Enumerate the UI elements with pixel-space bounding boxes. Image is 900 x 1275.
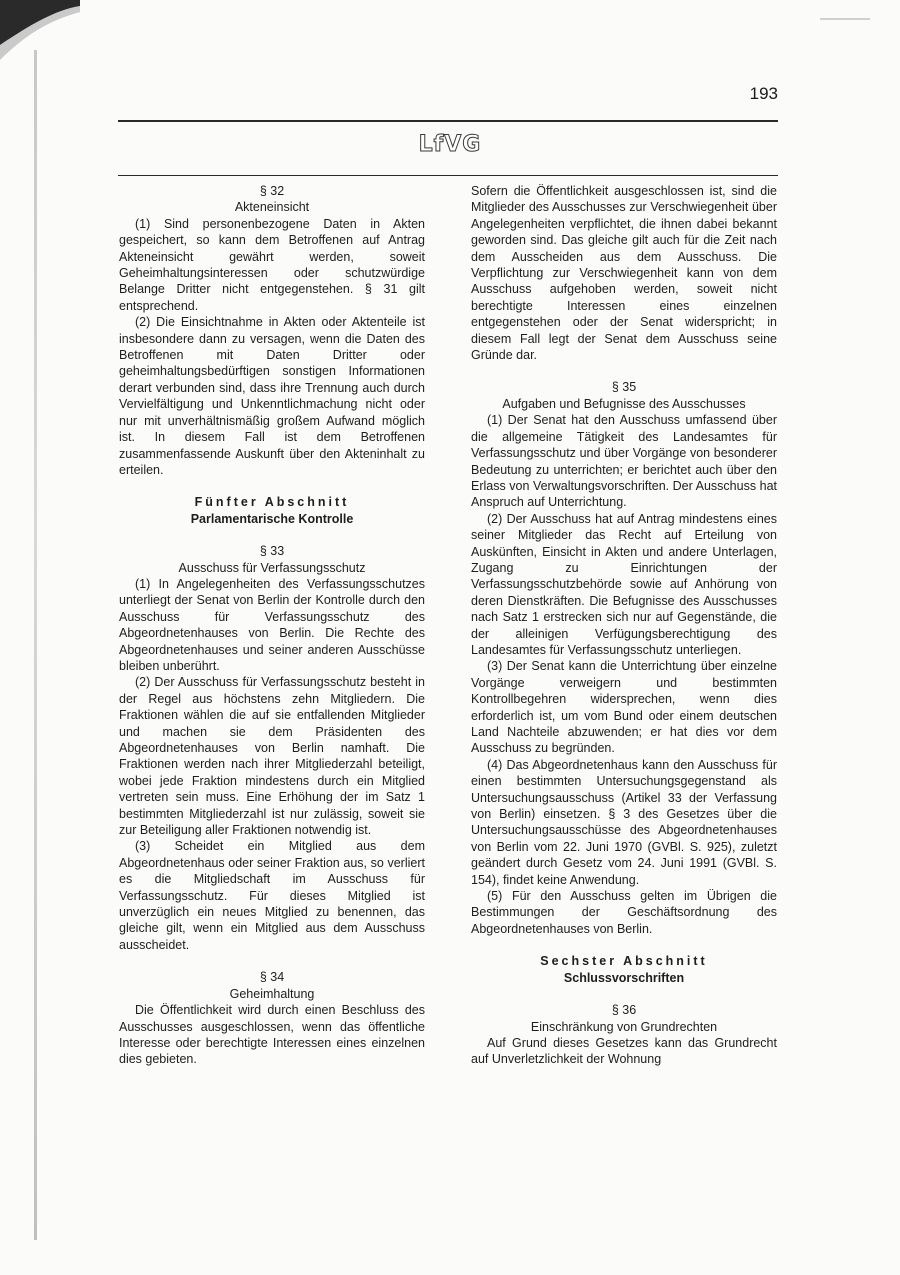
- section-33-para-3: (3) Scheidet ein Mitglied aus dem Abgeordnetenhaus oder seiner Fraktion aus, so verliert es die Mitgliedschaft im Ausschuss für Verfassungsschutz. Für dieses Mitglied ist unverzüglich ein neues Mitglied zu benennen, das gleiche gilt, wenn ein Mitglied aus dem Ausschuss ausscheidet.: [119, 839, 425, 952]
- section-34-number: § 34: [259, 970, 285, 985]
- scan-line-artifact: [820, 18, 870, 20]
- section-32-para-1: (1) Sind personenbezogene Daten in Akten gespeichert, so kann dem Betroffenen auf Antrag Akteneinsicht gewährt werden, soweit Geheimhaltungsinteressen oder schutzwürdige Belange Dritter nicht entgegenstehen. § 31 gilt entsprechend.: [119, 216, 425, 313]
- page-number: 193: [749, 84, 778, 103]
- section-35-title: Aufgaben und Befugnisse des Ausschusses: [502, 396, 746, 411]
- section-36-number: § 36: [611, 1003, 637, 1018]
- section-33-title: Ausschuss für Verfassungsschutz: [178, 560, 366, 575]
- section-36-para-1: Auf Grund dieses Gesetzes kann das Grundrecht auf Unverletzlichkeit der Wohnung: [471, 1035, 777, 1067]
- section-34-para-1: Die Öffentlichkeit wird durch einen Beschluss des Ausschusses ausgeschlossen, wenn das öffentliche Interesse oder berechtigte Interessen eines einzelnen dies gebieten.: [119, 1003, 425, 1067]
- part-6-heading: Sechster Abschnitt: [540, 954, 708, 969]
- header-rule-top: [118, 120, 778, 122]
- section-33-number: § 33: [259, 544, 285, 559]
- left-column: [119, 183, 425, 1068]
- right-column: [471, 183, 777, 1068]
- section-32-para-2: (2) Die Einsichtnahme in Akten oder Aktenteile ist insbesondere dann zu versagen, wenn die Daten des Betroffenen mit Daten Dritter oder geheimhaltungsbedürftigen sonstigen Informationen derart verbunden sind, dass ihre Trennung auch durch Vervielfältigung und Unkenntlichmachung nicht oder nur mit unverhältnismäßig großem Aufwand möglich ist. In diesem Fall ist dem Betroffenen zusammenfassende Auskunft über den Akteninhalt zu erteilen.: [119, 315, 425, 477]
- section-32-title: Akteneinsicht: [234, 200, 310, 215]
- part-5-heading: Fünfter Abschnitt: [194, 495, 350, 510]
- part-5-title: Parlamentarische Kontrolle: [190, 511, 354, 526]
- lfvg-logo: LfVG: [418, 132, 482, 157]
- section-35-number: § 35: [611, 380, 637, 395]
- part-6-title: Schlussvorschriften: [563, 970, 685, 985]
- section-34-title: Geheimhaltung: [229, 986, 315, 1001]
- scan-corner-artifact: [0, 0, 80, 60]
- section-35-para-2: (2) Der Ausschuss hat auf Antrag mindestens eines seiner Mitglieder das Recht auf Erteilung von Auskünften, Einsicht in Akten und andere Unterlagen, Zugang zu Einrichtungen der Verfassungsschutzbehörde sowie auf Anhörung von deren Dienstkräften. Die Befugnisse des Ausschusses nach Satz 1 erstrecken sich nur auf Gegenstände, die der alleinigen Verfügungsberechtigung des Landesamtes für Verfassungsschutz unterliegen.: [471, 511, 777, 657]
- section-36-title: Einschränkung von Grundrechten: [530, 1019, 718, 1034]
- header-rule-bottom: [118, 175, 778, 176]
- section-34-continuation: Sofern die Öffentlichkeit ausgeschlossen ist, sind die Mitglieder des Ausschusses zur Verschwiegenheit über Angelegenheiten verpflichtet, die ihnen dabei bekannt geworden sind. Das gleiche gilt auch für die Zeit nach dem Ausscheiden aus dem Ausschuss. Die Verpflichtung zur Verschwiegenheit kann von dem Ausschuss aufgehoben werden, soweit nicht berechtigte Interessen eines einzelnen entgegenstehen oder der Senat widerspricht; in diesem Fall legt der Senat dem Ausschuss seine Gründe dar.: [471, 184, 777, 363]
- section-33-para-1: (1) In Angelegenheiten des Verfassungsschutzes unterliegt der Senat von Berlin der Kontrolle durch den Ausschuss für Verfassungsschutz des Abgeordnetenhauses von Berlin. Die Rechte des Abgeordnetenhauses und seiner anderen Ausschüsse bleiben unberührt.: [119, 576, 425, 673]
- section-33-para-2: (2) Der Ausschuss für Verfassungsschutz besteht in der Regel aus höchstens zehn Mitgliedern. Die Fraktionen wählen die auf sie entfallenden Mitglieder und machen sie dem Präsidenten des Abgeordnetenhauses von Berlin namhaft. Die Fraktionen werden nach ihrer Mitgliederzahl beteiligt, wobei jede Fraktion mindestens durch ein Mitglied vertreten sein muss. Eine Erhöhung der im Satz 1 bestimmten Mitgliederzahl ist nur zulässig, soweit sie zur Beteiligung aller Fraktionen notwendig ist.: [119, 675, 425, 838]
- scan-edge-artifact: [34, 50, 37, 1240]
- section-35-para-4: (4) Das Abgeordnetenhaus kann den Ausschuss für einen bestimmten Untersuchungsgegenstand als Untersuchungsausschuss (Artikel 33 der Verfassung von Berlin) einsetzen. § 3 des Gesetzes über die Untersuchungsausschüsse des Abgeordnetenhauses von Berlin vom 22. Juni 1970 (GVBl. S. 925), zuletzt geändert durch Gesetz vom 24. Juni 1991 (GVBl. S. 154), findet keine Anwendung.: [471, 757, 777, 887]
- section-35-para-1: (1) Der Senat hat den Ausschuss umfassend über die allgemeine Tätigkeit des Landesamtes für Verfassungsschutz und über Vorgänge von besonderer Bedeutung zu unterrichten; er berichtet auch über den Erlass von Verwaltungsvorschriften. Der Ausschuss hat Anspruch auf Unterrichtung.: [471, 413, 777, 510]
- section-35-para-3: (3) Der Senat kann die Unterrichtung über einzelne Vorgänge verweigern und bestimmten Kontrollbegehren widersprechen, wenn dies erforderlich ist, um vom Bund oder einem deutschen Land Nachteile abzuwenden; er hat dies vor dem Ausschuss zu begründen.: [471, 659, 777, 756]
- section-35-para-5: (5) Für den Ausschuss gelten im Übrigen die Bestimmungen der Geschäftsordnung des Abgeordnetenhauses von Berlin.: [471, 889, 777, 936]
- section-32-number: § 32: [259, 184, 285, 198]
